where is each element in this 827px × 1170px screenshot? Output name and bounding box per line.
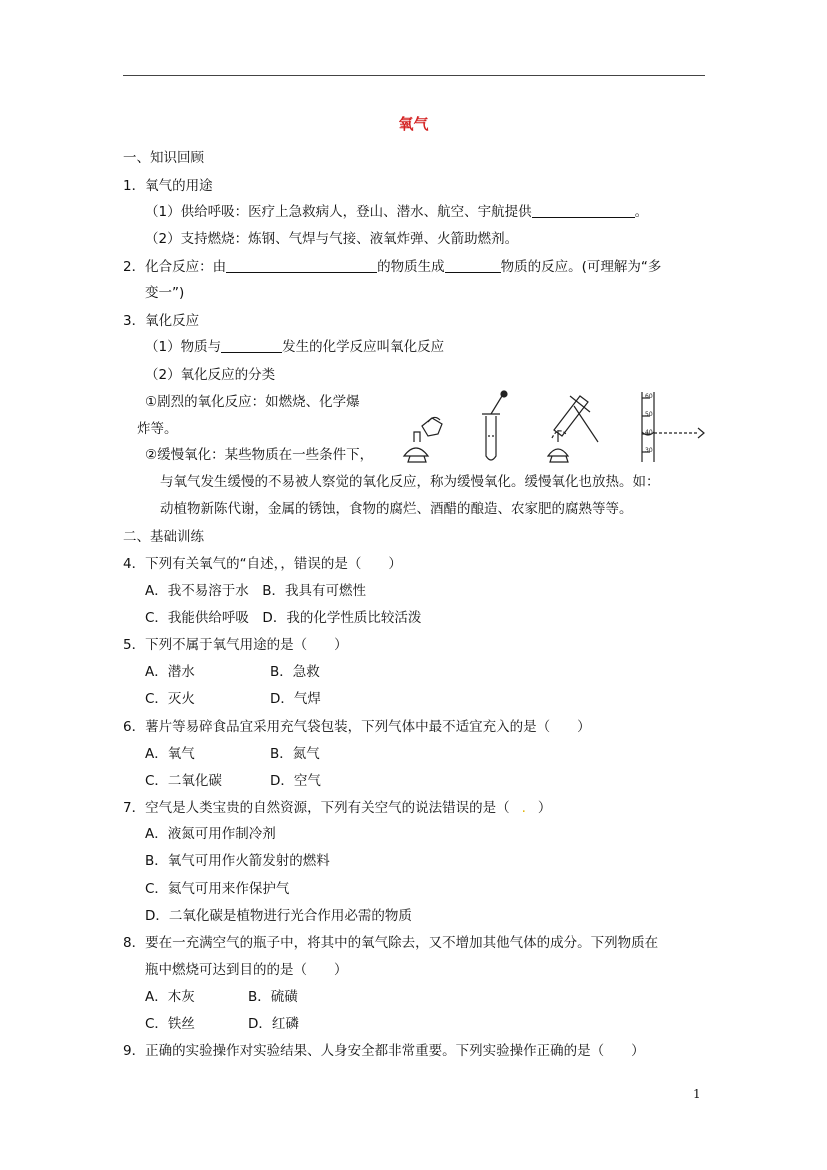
section-heading: 二、基础训练 [123,529,204,545]
question-1-item-2: （2）支持燃烧：炼钢、气焊与气接、液氧炸弹、火箭助燃剂。 [145,231,519,247]
option-c: C．二氧化碳 [145,773,222,789]
answer-blank[interactable] [221,338,282,353]
question-3-slow-cont-2: 动植物新陈代谢，金属的锈蚀，食物的腐烂、酒醋的酿造、农家肥的腐熟等等。 [160,501,633,517]
page-number: 1 [693,1087,701,1101]
cylinder-tick-30: 30 [645,447,653,454]
question-2: 2．化合反应：由 的物质生成 物质的反应。(可理解为“多 [123,259,662,275]
question-1-item-1: （1）供给呼吸：医疗上急救病人，登山、潜水、航空、宇航提供 。 [145,204,649,220]
option-a: A．氧气 [145,746,195,762]
option-d: D．二氧化碳是植物进行光合作用必需的物质 [145,908,412,924]
option-a: A．潜水 [145,664,195,680]
option-d: D．气焊 [270,691,321,707]
option-b: B．急救 [270,664,320,680]
option-b: B．氧气可用作火箭发射的燃料 [145,853,330,869]
page-title: 氧气 [398,115,429,133]
section-heading: 一、知识回顾 [123,150,204,166]
question-4-options-cd: C．我能供给呼吸 D．我的化学性质比较活泼 [145,610,422,626]
question-7: 7．空气是人类宝贵的自然资源，下列有关空气的说法错误的是（ . ） [123,800,552,816]
question-3-slow-cont-1: 与氧气发生缓慢的不易被人察觉的氧化反应，称为缓慢氧化。缓慢氧化也放热。如： [160,474,660,490]
heating-apparatus-icon [548,396,598,462]
option-a: A．木灰 [145,989,195,1005]
answer-blank[interactable] [445,258,501,273]
answer-blank[interactable] [532,203,635,218]
lab-apparatus-figures [398,386,710,464]
header-rule [123,75,705,76]
question-3-item-1: （1）物质与 发生的化学反应叫氧化反应 [145,339,445,355]
option-d: D．空气 [270,773,321,789]
question-3-vigorous-cont: 炸等。 [137,421,178,437]
question-2-continued: 变一”) [145,285,185,301]
question-3-vigorous: ①剧烈的氧化反应：如燃烧、化学爆 [145,394,360,410]
question-1: 1．氧气的用途 [123,178,213,194]
alcohol-lamp-icon [404,417,442,462]
option-c: C．氦气可用来作保护气 [145,881,290,897]
question-5: 5．下列不属于氧气用途的是（ ） [123,637,348,653]
question-3-item-2: （2）氧化反应的分类 [145,367,276,383]
question-4: 4．下列有关氧气的“自述，，错误的是（ ） [123,556,402,572]
question-6: 6．薯片等易碎食品宜采用充气袋包装，下列气体中最不适宜充入的是（ ） [123,719,591,735]
cylinder-tick-50: 50 [645,411,653,418]
stray-dot: . [521,800,526,816]
test-tube-icon [482,391,507,460]
option-b: B．硫磺 [248,989,298,1005]
option-c: C．灭火 [145,691,195,707]
option-d: D．红磷 [248,1016,299,1032]
option-a: A．液氮可用作制冷剂 [145,826,276,842]
question-3-slow: ②缓慢氧化：某些物质在一些条件下， [145,447,374,463]
cylinder-tick-40: 40 [645,429,653,436]
cylinder-tick-60: 60 [645,393,653,400]
option-b: B．氮气 [270,746,320,762]
question-3: 3．氧化反应 [123,313,200,329]
question-8: 8．要在一充满空气的瓶子中，将其中的氧气除去，又不增加其他气体的成分。下列物质在 [123,935,659,951]
question-9: 9．正确的实验操作对实验结果、人身安全都非常重要。下列实验操作正确的是（ ） [123,1043,645,1059]
question-8-continued: 瓶中燃烧可达到目的的是（ ） [145,962,348,978]
answer-blank[interactable] [226,258,377,273]
question-4-options-ab: A．我不易溶于水 B．我具有可燃性 [145,583,366,599]
option-c: C．铁丝 [145,1016,195,1032]
